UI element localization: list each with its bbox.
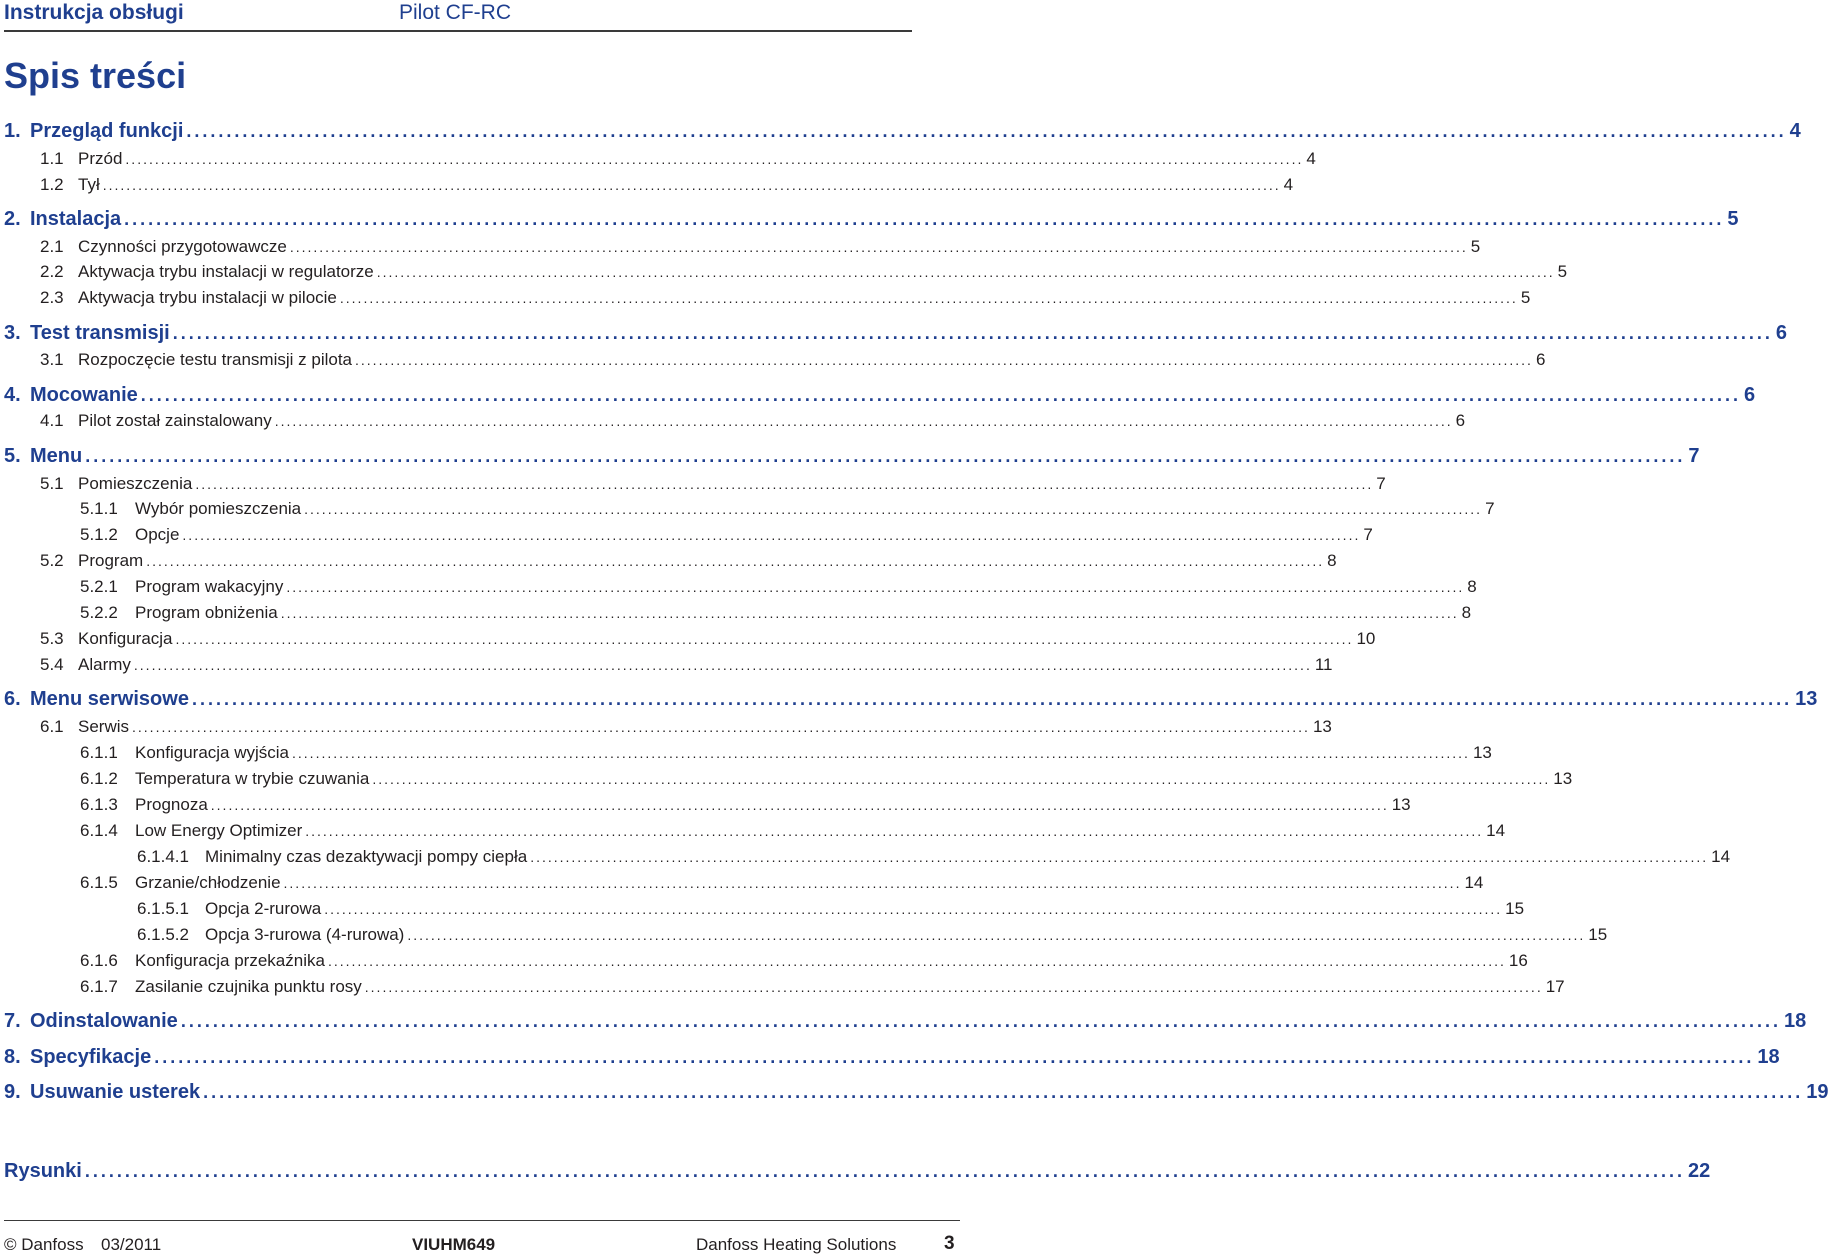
toc-entry-number: 2.3 <box>40 288 64 307</box>
toc-dot-leader: ........................................................................................................................................................................................................ <box>140 385 1741 405</box>
toc-entry[interactable] <box>80 600 1472 626</box>
toc-entry-number: 6.1.5.2 <box>137 925 189 944</box>
toc-entry[interactable] <box>40 234 1481 260</box>
toc-entry-label: Prognoza <box>135 795 208 814</box>
toc-entry-page: 6 <box>1775 322 1788 344</box>
toc-entry-number: 8. <box>4 1046 21 1068</box>
toc-entry-page: 18 <box>1784 1010 1807 1032</box>
toc-entry-page: 13 <box>1795 688 1818 710</box>
toc-entry-page: 7 <box>1363 525 1373 544</box>
toc-entry-label: Program <box>78 551 144 570</box>
toc-entry-number: 6.1.5.1 <box>137 899 189 918</box>
toc-entry-number: 1. <box>4 120 21 142</box>
toc-dot-leader: ........................................................................................................................................................................................................ <box>132 719 1310 735</box>
toc-entry-page: 10 <box>1356 629 1376 648</box>
toc-dot-leader: ........................................................................................................................................................................................................ <box>283 875 1462 891</box>
toc-entry-page: 11 <box>1314 655 1333 674</box>
toc-entry-number: 5. <box>4 445 21 467</box>
toc-entry-page: 22 <box>1688 1160 1711 1182</box>
toc-entry-label: Rysunki <box>4 1160 82 1182</box>
toc-entry-label: Pilot został zainstalowany <box>78 411 272 430</box>
toc-entry-number: 1.2 <box>40 175 64 194</box>
toc-dot-leader: ........................................................................................................................................................................................................ <box>191 689 1793 709</box>
toc-entry[interactable] <box>4 1077 1829 1107</box>
toc-entry-label: Czynności przygotowawcze <box>78 237 287 256</box>
toc-entry-number: 6.1 <box>40 717 64 736</box>
toc-entry[interactable] <box>80 766 1573 792</box>
toc-entry[interactable] <box>40 652 1333 678</box>
toc-entry[interactable] <box>80 870 1484 896</box>
toc-entry[interactable] <box>4 1042 1780 1072</box>
toc-entry-label: Aktywacja trybu instalacji w regulatorze <box>78 262 374 281</box>
toc-dot-leader: ........................................................................................................................................................................................................ <box>210 797 1389 813</box>
toc-entry-number: 2.2 <box>40 262 64 281</box>
toc-entry-label: Instalacja <box>30 208 122 230</box>
toc-entry[interactable] <box>40 471 1386 497</box>
toc-entry-number: 5.1.1 <box>80 499 118 518</box>
toc-entry-page: 16 <box>1508 951 1528 970</box>
toc-entry[interactable] <box>80 818 1506 844</box>
toc-entry-number: 6.1.6 <box>80 951 118 970</box>
toc-entry-page: 14 <box>1711 847 1731 866</box>
toc-entry-label: Program obniżenia <box>135 603 278 622</box>
toc-entry[interactable] <box>80 792 1411 818</box>
toc-entry[interactable] <box>40 146 1316 172</box>
toc-entry[interactable] <box>40 285 1531 311</box>
toc-entry-label: Aktywacja trybu instalacji w pilocie <box>78 288 337 307</box>
toc-entry-number: 3. <box>4 322 21 344</box>
toc-entry-number: 2.1 <box>40 237 64 256</box>
toc-entry[interactable] <box>80 574 1477 600</box>
toc-entry-label: Wybór pomieszczenia <box>135 499 302 518</box>
toc-dot-leader: ........................................................................................................................................................................................................ <box>304 501 1483 517</box>
toc-dot-leader: ........................................................................................................................................................................................................ <box>133 657 1312 673</box>
toc-entry[interactable] <box>40 172 1294 198</box>
toc-entry-number: 4. <box>4 384 21 406</box>
toc-dot-leader: ........................................................................................................................................................................................................ <box>274 413 1453 429</box>
toc-entry-number: 7. <box>4 1010 21 1032</box>
toc-entry-label: Rozpoczęcie testu transmisji z pilota <box>78 350 353 369</box>
toc-dot-leader: ........................................................................................................................................................................................................ <box>407 927 1586 943</box>
page-title: Spis treści <box>4 55 187 96</box>
toc-dot-leader: ........................................................................................................................................................................................................ <box>172 323 1773 343</box>
toc-entry-label: Odinstalowanie <box>30 1010 178 1032</box>
toc-entry-number: 4.1 <box>40 411 64 430</box>
toc-entry[interactable] <box>80 948 1528 974</box>
page-footer <box>4 1220 960 1258</box>
toc-dot-leader: ........................................................................................................................................................................................................ <box>195 476 1374 492</box>
toc-entry-page: 4 <box>1283 175 1294 194</box>
toc-dot-leader: ........................................................................................................................................................................................................ <box>376 264 1555 280</box>
toc-entry-label: Pomieszczenia <box>78 474 193 493</box>
toc-entry-label: Low Energy Optimizer <box>135 821 303 840</box>
toc-dot-leader: ........................................................................................................................................................................................................ <box>85 446 1686 466</box>
toc-entry-label: Przód <box>78 149 123 168</box>
toc-entry-page: 4 <box>1789 120 1801 142</box>
toc-entry-number: 5.1.2 <box>80 525 118 544</box>
toc-entry-label: Alarmy <box>78 655 131 674</box>
toc-dot-leader: ........................................................................................................................................................................................................ <box>125 151 1304 167</box>
toc-entry-number: 6.1.3 <box>80 795 118 814</box>
toc-entry-number: 3.1 <box>40 350 64 369</box>
toc-dot-leader: ........................................................................................................................................................................................................ <box>203 1082 1804 1102</box>
toc-dot-leader: ........................................................................................................................................................................................................ <box>186 121 1787 141</box>
toc-entry-page: 13 <box>1391 795 1411 814</box>
toc-entry[interactable] <box>137 922 1608 948</box>
toc-entry[interactable] <box>40 408 1466 434</box>
toc-entry-label: Program wakacyjny <box>135 577 284 596</box>
toc-entry-page: 14 <box>1486 821 1506 840</box>
toc-entry-number: 6.1.2 <box>80 769 118 788</box>
toc-entry-page: 19 <box>1806 1081 1829 1103</box>
toc-dot-leader: ........................................................................................................................................................................................................ <box>327 953 1506 969</box>
toc-dot-leader: ........................................................................................................................................................................................................ <box>154 1047 1755 1067</box>
toc-entry-number: 5.2.2 <box>80 603 118 622</box>
toc-entry[interactable] <box>40 714 1332 740</box>
toc-entry-number: 5.2 <box>40 551 64 570</box>
toc-dot-leader: ........................................................................................................................................................................................................ <box>372 771 1551 787</box>
toc-entry-page: 6 <box>1744 384 1756 406</box>
toc-entry-number: 1.1 <box>40 149 64 168</box>
toc-entry-label: Konfiguracja wyjścia <box>135 743 290 762</box>
toc-entry-page: 17 <box>1545 977 1565 996</box>
toc-entry-page: 8 <box>1327 551 1337 570</box>
toc-dot-leader: ........................................................................................................................................................................................................ <box>355 352 1533 368</box>
toc-entry-label: Minimalny czas dezaktywacji pompy ciepła <box>205 847 528 866</box>
toc-entry-page: 14 <box>1464 873 1484 892</box>
toc-entry-page: 8 <box>1461 603 1472 622</box>
toc-entry-page: 13 <box>1553 769 1573 788</box>
toc-dot-leader: ........................................................................................................................................................................................................ <box>289 239 1468 255</box>
toc-entry[interactable] <box>80 740 1492 766</box>
footer-date: 03/2011 <box>101 1235 162 1254</box>
toc-entry-label: Temperatura w trybie czuwania <box>135 769 370 788</box>
toc-entry-label: Test transmisji <box>30 322 170 344</box>
toc-entry[interactable] <box>40 548 1337 574</box>
toc-entry[interactable] <box>80 522 1373 548</box>
toc-entry-label: Mocowanie <box>30 384 138 406</box>
toc-entry-label: Specyfikacje <box>30 1046 152 1068</box>
toc-dot-leader: ........................................................................................................................................................................................................ <box>305 823 1484 839</box>
toc-entry-page: 6 <box>1455 411 1466 430</box>
toc-entry[interactable] <box>40 259 1568 285</box>
toc-entry-label: Przegląd funkcji <box>30 120 184 142</box>
toc-entry-number: 6.1.7 <box>80 977 118 996</box>
toc-entry-label: Menu serwisowe <box>30 688 189 710</box>
footer-copyright: © Danfoss <box>4 1235 84 1254</box>
product-name: Pilot CF-RC <box>399 1 512 24</box>
toc-entry-number: 6. <box>4 688 21 710</box>
toc-entry-label: Opcja 3-rurowa (4-rurowa) <box>205 925 405 944</box>
toc-entry-number: 2. <box>4 208 21 230</box>
toc-dot-leader: ........................................................................................................................................................................................................ <box>364 979 1543 995</box>
toc-entry-label: Tył <box>78 175 100 194</box>
toc-dot-leader: ........................................................................................................................................................................................................ <box>286 579 1465 595</box>
toc-entry[interactable] <box>4 318 1788 348</box>
toc-dot-leader: ........................................................................................................................................................................................................ <box>530 849 1709 865</box>
toc-entry[interactable] <box>40 347 1546 373</box>
toc-dot-leader: ........................................................................................................................................................................................................ <box>124 209 1725 229</box>
toc-entry[interactable] <box>4 1156 1711 1186</box>
toc-entry-page: 7 <box>1688 445 1700 467</box>
toc-entry-page: 5 <box>1520 288 1531 307</box>
toc-entry-page: 8 <box>1467 577 1477 596</box>
toc-entry[interactable] <box>80 496 1495 522</box>
toc-entry[interactable] <box>4 116 1801 146</box>
toc-entry-page: 5 <box>1727 208 1739 230</box>
toc-entry-number: 5.1 <box>40 474 64 493</box>
toc-entry-number: 9. <box>4 1081 21 1103</box>
toc-entry-page: 15 <box>1505 899 1525 918</box>
toc-entry-label: Konfiguracja przekaźnika <box>135 951 325 970</box>
toc-entry-page: 13 <box>1312 717 1332 736</box>
toc-entry-number: 6.1.4.1 <box>137 847 189 866</box>
toc-dot-leader: ........................................................................................................................................................................................................ <box>182 527 1361 543</box>
document-type: Instrukcja obsługi <box>4 1 184 24</box>
toc-entry-page: 7 <box>1376 474 1386 493</box>
page-header <box>4 0 912 32</box>
toc-dot-leader: ........................................................................................................................................................................................................ <box>146 553 1325 569</box>
footer-document-code: VIUHM649 <box>412 1235 496 1254</box>
toc-entry-number: 5.4 <box>40 655 64 674</box>
toc-entry-label: Usuwanie usterek <box>30 1081 201 1103</box>
toc-dot-leader: ........................................................................................................................................................................................................ <box>180 1011 1782 1031</box>
toc-entry[interactable] <box>137 896 1525 922</box>
footer-company: Danfoss Heating Solutions <box>696 1235 897 1254</box>
toc-entry[interactable] <box>80 974 1565 1000</box>
toc-dot-leader: ........................................................................................................................................................................................................ <box>175 631 1354 647</box>
toc-entry[interactable] <box>4 204 1739 234</box>
toc-entry[interactable] <box>4 441 1700 471</box>
toc-entry-page: 5 <box>1470 237 1481 256</box>
toc-entry-number: 5.2.1 <box>80 577 118 596</box>
toc-entry[interactable] <box>137 844 1731 870</box>
toc-entry-page: 6 <box>1535 350 1546 369</box>
toc-dot-leader: ........................................................................................................................................................................................................ <box>102 177 1281 193</box>
toc-dot-leader: ........................................................................................................................................................................................................ <box>84 1161 1686 1181</box>
toc-dot-leader: ........................................................................................................................................................................................................ <box>280 605 1459 621</box>
toc-entry-page: 4 <box>1306 149 1316 168</box>
toc-entry-label: Grzanie/chłodzenie <box>135 873 281 892</box>
toc-entry-number: 6.1.5 <box>80 873 118 892</box>
toc-dot-leader: ........................................................................................................................................................................................................ <box>339 290 1518 306</box>
toc-entry[interactable] <box>4 1006 1807 1036</box>
toc-entry-page: 7 <box>1485 499 1495 518</box>
toc-entry-label: Konfiguracja <box>78 629 173 648</box>
toc-entry[interactable] <box>40 626 1376 652</box>
toc-entry-label: Serwis <box>78 717 130 736</box>
toc-dot-leader: ........................................................................................................................................................................................................ <box>324 901 1503 917</box>
toc-entry-number: 6.1.1 <box>80 743 118 762</box>
toc-entry-label: Zasilanie czujnika punktu rosy <box>135 977 362 996</box>
toc-entry-number: 6.1.4 <box>80 821 118 840</box>
toc-entry-number: 5.3 <box>40 629 64 648</box>
toc-entry-page: 13 <box>1472 743 1492 762</box>
toc-entry[interactable] <box>4 684 1818 714</box>
toc-entry-page: 15 <box>1588 925 1608 944</box>
toc-entry-label: Menu <box>30 445 83 467</box>
footer-page-number: 3 <box>944 1233 955 1254</box>
toc-entry-label: Opcje <box>135 525 180 544</box>
toc-entry-page: 18 <box>1757 1046 1780 1068</box>
toc-entry-page: 5 <box>1557 262 1568 281</box>
toc-entry[interactable] <box>4 380 1756 410</box>
toc-entry-label: Opcja 2-rurowa <box>205 899 322 918</box>
toc-dot-leader: ........................................................................................................................................................................................................ <box>292 745 1470 761</box>
